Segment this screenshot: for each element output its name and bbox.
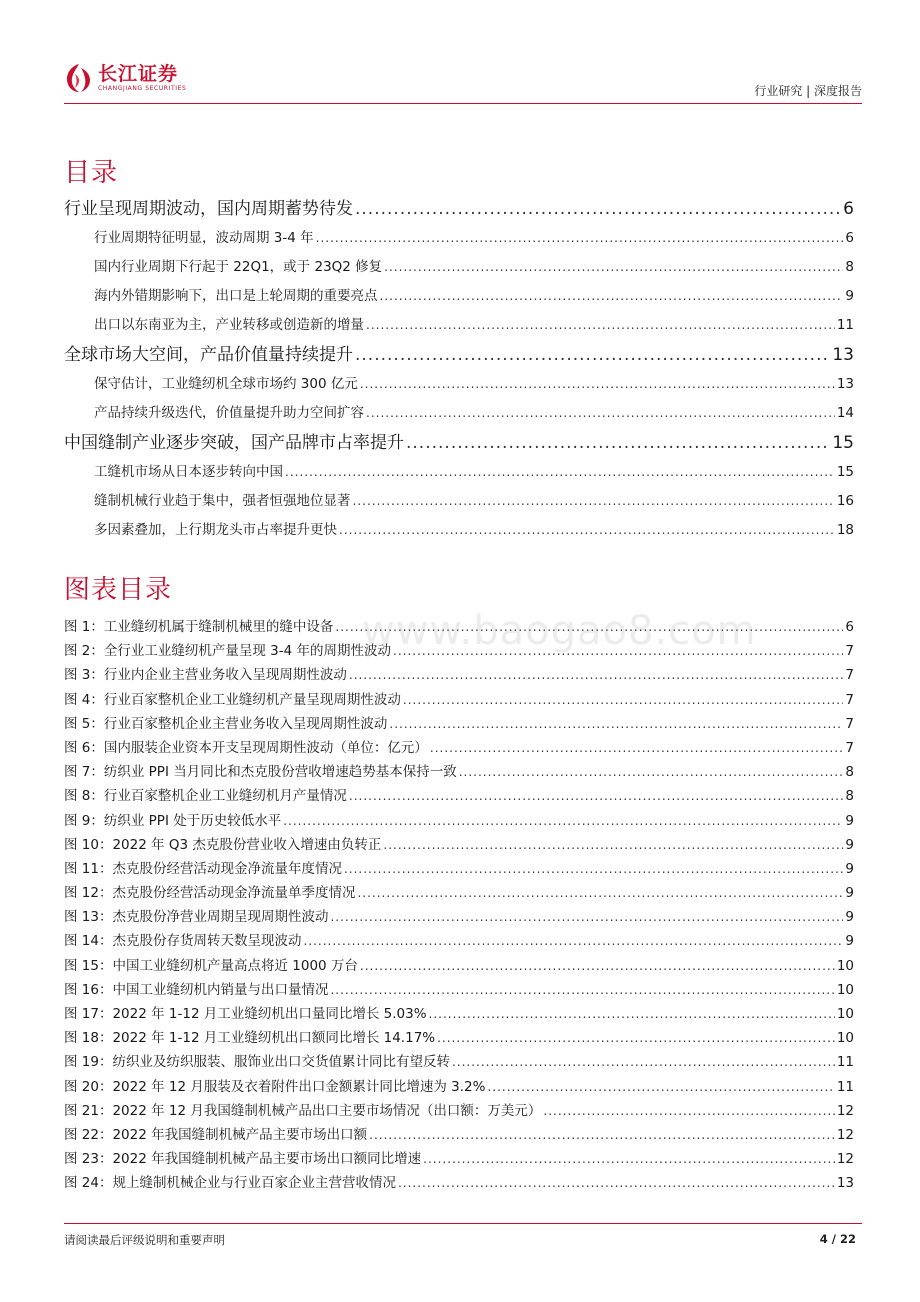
table-of-contents: [64, 194, 854, 545]
toc-subsection-entry[interactable]: [64, 516, 854, 545]
dot-leader: [330, 905, 843, 929]
toc-subsection-entry-page-number: 11: [836, 317, 854, 333]
figure-entry-label: 图 6：国内服装企业资本开支呈现周期性波动（单位：亿元）: [64, 739, 428, 756]
dot-leader: [357, 881, 843, 905]
dot-leader: [406, 428, 830, 458]
report-type: 行业研究 | 深度报告: [754, 84, 862, 98]
toc-subsection-entry-page-number: 13: [836, 376, 854, 392]
toc-subsection-entry-label: 行业周期特征明显，波动周期 3-4 年: [94, 230, 314, 246]
dot-leader: [366, 399, 835, 428]
dot-leader: [344, 857, 843, 881]
toc-subsection-entry-page-number: 15: [836, 464, 854, 480]
figure-entry-page-number: 11: [836, 1078, 854, 1095]
figure-entry-label: 图 22：2022 年我国缝制机械产品主要市场出口额: [64, 1126, 368, 1143]
logo-emblem-icon: [64, 62, 94, 94]
figure-entry-label: 图 16：中国工业缝纫机内销量与出口量情况: [64, 981, 329, 998]
toc-section-entry-label: 全球市场大空间，产品价值量持续提升: [64, 345, 353, 365]
toc-subsection-entry[interactable]: [64, 224, 854, 253]
toc-subsection-entry[interactable]: [64, 399, 854, 428]
toc-section-entry-page-number: 15: [832, 433, 854, 453]
dot-leader: [330, 978, 834, 1002]
toc-subsection-entry-label: 国内行业周期下行起于 22Q1，或于 23Q2 修复: [94, 259, 383, 275]
figure-entry-page-number: 9: [845, 933, 854, 950]
toc-subsection-entry-label: 海内外错期影响下，出口是上轮周期的重要亮点: [94, 288, 378, 304]
figure-entry-label: 图 4：行业百家整机企业工业缝纫机产量呈现周期性波动: [64, 691, 401, 708]
toc-subsection-entry[interactable]: [64, 311, 854, 340]
figure-entry-page-number: 9: [845, 836, 854, 853]
footer-disclaimer: 请阅读最后评级说明和重要声明: [64, 1233, 225, 1247]
toc-subsection-entry[interactable]: [64, 458, 854, 487]
toc-subsection-entry-label: 出口以东南亚为主，产业转移或创造新的增量: [94, 317, 364, 333]
figure-entry[interactable]: [64, 784, 854, 808]
figure-entry-page-number: 10: [836, 1030, 854, 1047]
figure-list: [64, 615, 854, 1196]
figure-entry-label: 图 9：纺织业 PPI 处于历史较低水平: [64, 812, 282, 829]
toc-section-entry-page-number: 6: [843, 199, 854, 219]
dot-leader: [380, 282, 844, 311]
dot-leader: [353, 487, 835, 516]
dot-leader: [429, 1002, 835, 1026]
toc-subsection-entry[interactable]: [64, 370, 854, 399]
figure-entry-page-number: 7: [845, 739, 854, 756]
figure-entry[interactable]: [64, 881, 854, 905]
toc-section-entry-label: 行业呈现周期波动，国内周期蓄势待发: [64, 199, 353, 219]
dot-leader: [283, 809, 843, 833]
dot-leader: [339, 516, 835, 545]
figure-entry-label: 图 24：规上缝制机械企业与行业百家企业主营营收情况: [64, 1175, 396, 1192]
figures-title: 图表目录: [64, 575, 173, 605]
figure-entry-page-number: 9: [845, 909, 854, 926]
figure-entry-page-number: 10: [836, 1006, 854, 1022]
figure-entry[interactable]: [64, 1026, 854, 1050]
figure-entry[interactable]: [64, 663, 854, 687]
figure-entry-label: 图 20：2022 年 12 月服装及衣着附件出口金额累计同比增速为 3.2%: [64, 1078, 486, 1095]
figure-entry-label: 图 17：2022 年 1-12 月工业缝纫机出口量同比增长 5.03%: [64, 1006, 427, 1022]
figure-entry[interactable]: [64, 736, 854, 760]
toc-section-entry[interactable]: [64, 428, 854, 458]
figure-entry-page-number: 9: [845, 812, 854, 829]
figure-entry-page-number: 12: [836, 1151, 854, 1168]
footer-divider: [64, 1223, 862, 1224]
toc-subsection-entry-page-number: 14: [836, 405, 854, 421]
figure-entry[interactable]: [64, 905, 854, 929]
dot-leader: [543, 1099, 834, 1123]
figure-entry-page-number: 12: [836, 1102, 854, 1119]
toc-section-entry[interactable]: [64, 194, 854, 224]
figure-entry-page-number: 10: [836, 957, 854, 974]
figure-entry-page-number: 9: [845, 885, 854, 902]
toc-title: 目录: [64, 158, 119, 188]
figure-entry[interactable]: [64, 712, 854, 736]
figure-entry-label: 图 21：2022 年 12 月我国缝制机械产品出口主要市场情况（出口额：万美元）: [64, 1102, 542, 1119]
toc-subsection-entry-page-number: 16: [836, 493, 854, 509]
dot-leader: [389, 712, 843, 736]
figure-entry-label: 图 19：纺织业及纺织服装、服饰业出口交货值累计同比有望反转: [64, 1054, 450, 1071]
dot-leader: [487, 1075, 834, 1099]
toc-subsection-entry[interactable]: [64, 487, 854, 516]
figure-entry-label: 图 14：杰克股份存货周转天数呈现波动: [64, 933, 302, 950]
figure-entry[interactable]: [64, 1099, 854, 1123]
toc-subsection-entry-label: 产品持续升级迭代，价值量提升助力空间扩容: [94, 405, 364, 421]
toc-subsection-entry-label: 多因素叠加，上行期龙头市占率提升更快: [94, 522, 337, 538]
header-divider: [64, 103, 862, 104]
figure-entry-page-number: 8: [845, 788, 854, 805]
figure-entry-label: 图 7：纺织业 PPI 当月同比和杰克股份营收增速趋势基本保持一致: [64, 764, 457, 781]
figure-entry-page-number: 7: [845, 643, 854, 660]
figure-entry[interactable]: [64, 929, 854, 953]
dot-leader: [459, 760, 844, 784]
figure-entry[interactable]: [64, 954, 854, 978]
dot-leader: [384, 253, 843, 282]
figure-entry-label: 图 2：全行业工业缝纫机产量呈现 3-4 年的周期性波动: [64, 643, 392, 660]
toc-section-entry-page-number: 13: [832, 345, 854, 365]
dot-leader: [369, 1123, 835, 1147]
figure-entry-label: 图 13：杰克股份净营业周期呈现周期性波动: [64, 909, 329, 926]
toc-subsection-entry-page-number: 6: [845, 230, 854, 246]
figure-entry-page-number: 7: [845, 715, 854, 732]
figure-entry-page-number: 11: [836, 1054, 854, 1071]
figure-entry[interactable]: [64, 1050, 854, 1074]
figure-entry-label: 图 8：行业百家整机企业工业缝纫机月产量情况: [64, 788, 347, 805]
figure-entry-label: 图 11：杰克股份经营活动现金净流量年度情况: [64, 860, 342, 877]
toc-subsection-entry-label: 保守估计，工业缝纫机全球市场约 300 亿元: [94, 376, 358, 392]
figure-entry-page-number: 9: [845, 860, 854, 877]
toc-subsection-entry-page-number: 18: [836, 522, 854, 538]
dot-leader: [316, 224, 844, 253]
figure-entry[interactable]: [64, 833, 854, 857]
page-indicator: 4 / 22: [819, 1232, 856, 1246]
dot-leader: [366, 311, 835, 340]
figure-entry[interactable]: [64, 1123, 854, 1147]
dot-leader: [360, 370, 835, 399]
dot-leader: [437, 1026, 835, 1050]
figure-entry[interactable]: [64, 1147, 854, 1171]
figure-entry-label: 图 15：中国工业缝纫机产量高点将近 1000 万台: [64, 957, 358, 974]
page-header: [64, 62, 862, 104]
logo-chinese-name: 长江证券: [98, 62, 179, 85]
figure-entry[interactable]: [64, 688, 854, 712]
figure-entry-page-number: 13: [836, 1175, 854, 1192]
figure-entry[interactable]: [64, 1171, 854, 1195]
dot-leader: [398, 1171, 835, 1195]
figure-entry-label: 图 5：行业百家整机企业主营业务收入呈现周期性波动: [64, 715, 388, 732]
figure-entry-page-number: 10: [836, 981, 854, 998]
dot-leader: [303, 929, 843, 953]
watermark: www.baogao8.com: [362, 608, 757, 654]
dot-leader: [452, 1050, 835, 1074]
figure-entry-label: 图 1：工业缝纫机属于缝制机械里的缝中设备: [64, 619, 334, 635]
toc-subsection-entry[interactable]: [64, 282, 854, 311]
figure-entry-label: 图 10：2022 年 Q3 杰克股份营业收入增速由负转正: [64, 836, 382, 853]
figure-entry-label: 图 23：2022 年我国缝制机械产品主要市场出口额同比增速: [64, 1151, 422, 1168]
dot-leader: [383, 833, 843, 857]
figure-entry[interactable]: [64, 1002, 854, 1026]
dot-leader: [349, 784, 844, 808]
dot-leader: [285, 458, 835, 487]
toc-section-entry-label: 中国缝制产业逐步突破，国产品牌市占率提升: [64, 433, 404, 453]
figure-entry[interactable]: [64, 1075, 854, 1099]
logo-english-name: CHANGJIANG SECURITIES: [98, 84, 187, 92]
figure-entry-page-number: 7: [845, 667, 854, 684]
dot-leader: [355, 194, 841, 224]
figure-entry-page-number: 6: [845, 619, 854, 635]
dot-leader: [430, 736, 844, 760]
figure-entry[interactable]: [64, 809, 854, 833]
dot-leader: [349, 663, 844, 687]
figure-entry-page-number: 7: [845, 691, 854, 708]
figure-entry-page-number: 8: [845, 764, 854, 781]
toc-subsection-entry-label: 工缝机市场从日本逐步转向中国: [94, 464, 283, 480]
toc-section-entry[interactable]: [64, 340, 854, 370]
figure-entry-label: 图 3：行业内企业主营业务收入呈现周期性波动: [64, 667, 347, 684]
dot-leader: [423, 1147, 835, 1171]
figure-entry[interactable]: [64, 857, 854, 881]
dot-leader: [403, 688, 844, 712]
dot-leader: [360, 954, 835, 978]
toc-subsection-entry-page-number: 8: [845, 259, 854, 275]
toc-subsection-entry-label: 缝制机械行业趋于集中，强者恒强地位显著: [94, 493, 351, 509]
company-logo: [64, 62, 186, 94]
figure-entry-label: 图 12：杰克股份经营活动现金净流量单季度情况: [64, 885, 356, 902]
figure-entry-page-number: 12: [836, 1126, 854, 1143]
toc-subsection-entry-page-number: 9: [845, 288, 854, 304]
figure-entry[interactable]: [64, 760, 854, 784]
figure-entry[interactable]: [64, 978, 854, 1002]
toc-subsection-entry[interactable]: [64, 253, 854, 282]
figure-entry-label: 图 18：2022 年 1-12 月工业缝纫机出口额同比增长 14.17%: [64, 1030, 436, 1047]
dot-leader: [355, 340, 830, 370]
